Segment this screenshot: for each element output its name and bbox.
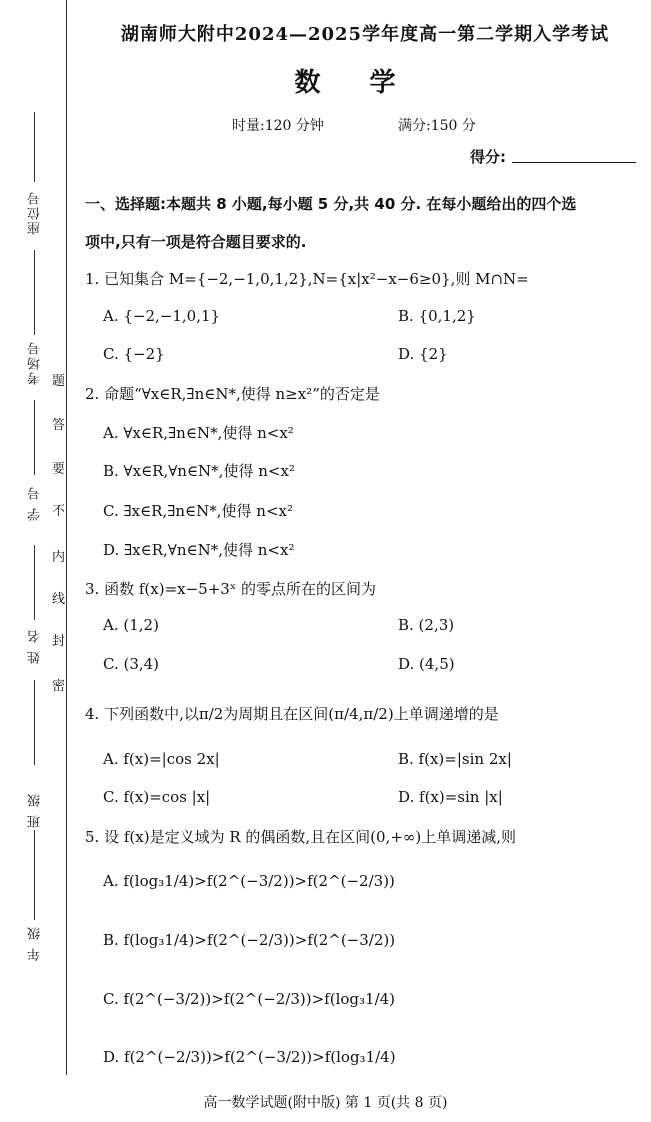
name-label: 姓 名 <box>28 628 43 665</box>
exam-title: 湖南师大附中2024—2025学年度高一第二学期入学考试 <box>120 24 610 45</box>
option-3d: D. (4,5) <box>398 655 455 673</box>
seal-char: 封 <box>52 634 66 649</box>
class-field-line <box>34 680 35 765</box>
class-label: 班 级 <box>28 792 43 829</box>
seal-char: 题 <box>52 374 66 389</box>
option-3c: C. (3,4) <box>103 655 160 673</box>
seal-char: 答 <box>52 418 66 433</box>
grade-label: 年 级 <box>28 925 43 962</box>
option-5d: D. f(2^(−2/3))>f(2^(−3/2))>f(log₃1/4) <box>103 1048 396 1066</box>
question-2: 2. 命题“∀x∈R,∃n∈N*,使得 n≥x²”的否定是 <box>85 385 380 403</box>
option-3b: B. (2,3) <box>398 616 455 634</box>
option-1d: D. {2} <box>398 345 448 363</box>
option-1c: C. {−2} <box>103 345 165 363</box>
option-4d: D. f(x)=sin |x| <box>398 788 503 806</box>
section-heading-line2: 项中,只有一项是符合题目要求的. <box>85 233 307 251</box>
subject-title: 数 学 <box>294 68 416 98</box>
room-label: 考场号 <box>28 340 43 385</box>
question-3: 3. 函数 f(x)=x−5+3ˣ 的零点所在的区间为 <box>85 580 376 598</box>
seal-char: 不 <box>52 504 66 519</box>
option-5c: C. f(2^(−3/2))>f(2^(−2/3))>f(log₃1/4) <box>103 990 396 1008</box>
option-1a: A. {−2,−1,0,1} <box>103 307 221 325</box>
option-2b: B. ∀x∈R,∀n∈N*,使得 n<x² <box>103 462 295 480</box>
full-score: 满分:150 分 <box>398 118 476 134</box>
id-label: 学 号 <box>28 485 43 522</box>
option-5a: A. f(log₃1/4)>f(2^(−3/2))>f(2^(−2/3)) <box>103 872 395 890</box>
option-4c: C. f(x)=cos |x| <box>103 788 211 806</box>
time-limit: 时量:120 分钟 <box>232 118 324 134</box>
question-5: 5. 设 f(x)是定义域为 R 的偶函数,且在区间(0,+∞)上单调递减,则 <box>85 828 517 846</box>
option-2d: D. ∃x∈R,∀n∈N*,使得 n<x² <box>103 541 295 559</box>
seat-field-line <box>34 112 35 182</box>
question-4: 4. 下列函数中,以π/2为周期且在区间(π/4,π/2)上单调递增的是 <box>85 705 499 723</box>
name-field-line <box>34 545 35 620</box>
option-3a: A. (1,2) <box>103 616 159 634</box>
grade-field-line <box>34 830 35 920</box>
seal-char: 线 <box>52 592 66 607</box>
section-heading-line1: 一、选择题:本题共 8 小题,每小题 5 分,共 40 分. 在每小题给出的四个选 <box>85 195 577 213</box>
score-label: 得分: <box>470 148 506 166</box>
seat-label: 座位号 <box>28 190 43 235</box>
seal-char: 内 <box>52 550 66 565</box>
option-4a: A. f(x)=|cos 2x| <box>103 750 220 768</box>
option-4b: B. f(x)=|sin 2x| <box>398 750 512 768</box>
score-blank <box>512 162 636 163</box>
seal-char: 要 <box>52 462 66 477</box>
option-5b: B. f(log₃1/4)>f(2^(−2/3))>f(2^(−3/2)) <box>103 931 396 949</box>
question-1: 1. 已知集合 M={−2,−1,0,1,2},N={x|x²−x−6≥0},则 M∩N= <box>85 270 529 288</box>
room-field-line <box>34 250 35 335</box>
binding-line <box>66 0 67 1075</box>
seal-char: 密 <box>52 679 66 694</box>
option-2a: A. ∀x∈R,∃n∈N*,使得 n<x² <box>103 424 294 442</box>
option-2c: C. ∃x∈R,∃n∈N*,使得 n<x² <box>103 502 294 520</box>
id-field-line <box>34 400 35 475</box>
page-footer: 高一数学试题(附中版) 第 1 页(共 8 页) <box>203 1095 448 1111</box>
option-1b: B. {0,1,2} <box>398 307 476 325</box>
